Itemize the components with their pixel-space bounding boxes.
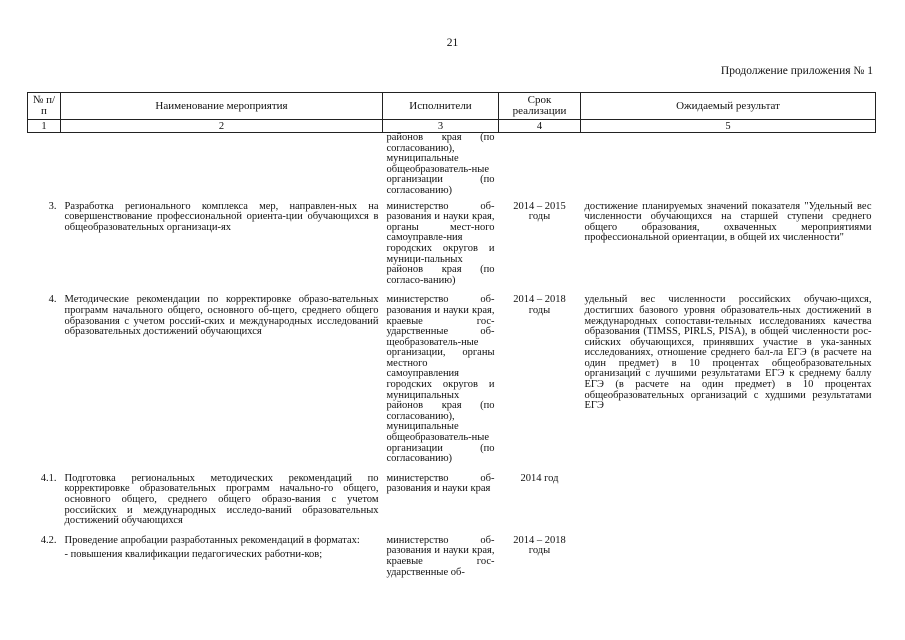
table-row: [28, 469, 876, 531]
row-measure-name: Методические рекомендации по корректировке образо-вательных программ начального общего, основного об-щего, среднего общего образования с учетом россий-ских и международных исследований образовательных достижений обучающихся: [64, 294, 379, 338]
header-row: [28, 93, 876, 120]
row-executors: министерство об-разования и науки края, краевые гос-ударственные об-: [386, 534, 495, 578]
table-row: [28, 133, 876, 197]
row-expected-result: [581, 531, 876, 582]
row-term: 2014 – 2018 годы: [513, 534, 566, 557]
page-number: 21: [446, 37, 459, 49]
row-executors: министерство об-разования и науки края, краевые гос-ударственные об-щеобразователь-ные организации, органы местного самоуправления городских округов и муниципальных районов края (по согласованию), муниципальные общеобразователь-ные организации (по согласованию): [386, 294, 495, 465]
column-number: 5: [581, 120, 876, 133]
header-result: Ожидаемый результат: [581, 93, 876, 120]
header-name: Наименование мероприятия: [61, 93, 383, 120]
row-measure-name: [61, 133, 383, 197]
measures-table: [27, 92, 876, 582]
row-measure-name: Проведение апробации разработанных рекомендаций в форматах:: [64, 534, 360, 546]
row-number: 4.1.: [40, 472, 57, 484]
row-expected-result: достижение планируемых значений показателя "Удельный вес численности обучающихся на старшей ступени среднего общего образования, охваченных мероприятиями профессиональной ориентации, в общей их численности": [584, 200, 872, 244]
row-measure-name-cell: [61, 531, 383, 582]
column-number: 1: [28, 120, 61, 133]
row-term: 2014 – 2018 годы: [513, 294, 566, 316]
row-measure-name: Разработка регионального комплекса мер, направлен-ных на совершенствование профессиональной ориента-ции обучающихся в общеобразовательных организаци-ях: [64, 200, 379, 233]
row-expected-result: [581, 133, 876, 197]
row-executors: министерство об-разования и науки края, органы мест-ного самоуправле-ния городских округов и муници-пальных районов края (по согласо-ванию): [386, 200, 495, 286]
table-row: [28, 531, 876, 582]
row-measure-name: Подготовка региональных методических рекомендаций по корректировке образовательных программ начально-го общего, основного общего, среднего общего образо-вания с учетом российских и международных исследо-ваний образовательных достижений обучающихся: [64, 472, 379, 527]
row-term: 2014 год: [520, 472, 559, 484]
header-executors: Исполнители: [383, 93, 499, 120]
appendix-continuation-note: Продолжение приложения № 1: [720, 65, 873, 77]
row-executors: министерство об-разования и науки края: [386, 472, 495, 495]
row-number: [28, 133, 61, 197]
header-num: № п/п: [28, 93, 61, 120]
column-numbers-row: [28, 120, 876, 133]
row-expected-result: [581, 469, 876, 531]
table-row: [28, 290, 876, 469]
row-executors: районов края (по согласованию), муниципальные общеобразователь-ные организации (по согласованию): [386, 132, 495, 196]
column-number: 4: [499, 120, 581, 133]
row-measure-subitem: - повышения квалификации педагогических работни-ков;: [64, 549, 323, 561]
column-number: 3: [383, 120, 499, 133]
row-expected-result: удельный вес численности российских обучаю-щихся, достигших базового уровня образователь-ных достижений в международных сопостави-тельных исследованиях качества образования (TIMSS, PIRLS, PISA), в общей численности рос-сийских обучающихся, принявших участие в ука-занных исследованиях, отношение среднего бал-ла ЕГЭ (в расчете на один предмет) в 10 процентах общеобразовательных организаций с лучшими результатами ЕГЭ к среднему баллу ЕГЭ (в расчете на один предмет) в 10 процентах общеобразовательных организаций с худшими результатами ЕГЭ: [584, 294, 872, 412]
row-number: 3.: [48, 200, 57, 212]
row-number: 4.: [48, 294, 57, 306]
header-term: Срок реализации: [499, 93, 581, 120]
row-term: [499, 133, 581, 197]
row-number: 4.2.: [40, 534, 57, 546]
column-number: 2: [61, 120, 383, 133]
table-row: [28, 197, 876, 291]
row-term: 2014 – 2015 годы: [513, 200, 566, 223]
